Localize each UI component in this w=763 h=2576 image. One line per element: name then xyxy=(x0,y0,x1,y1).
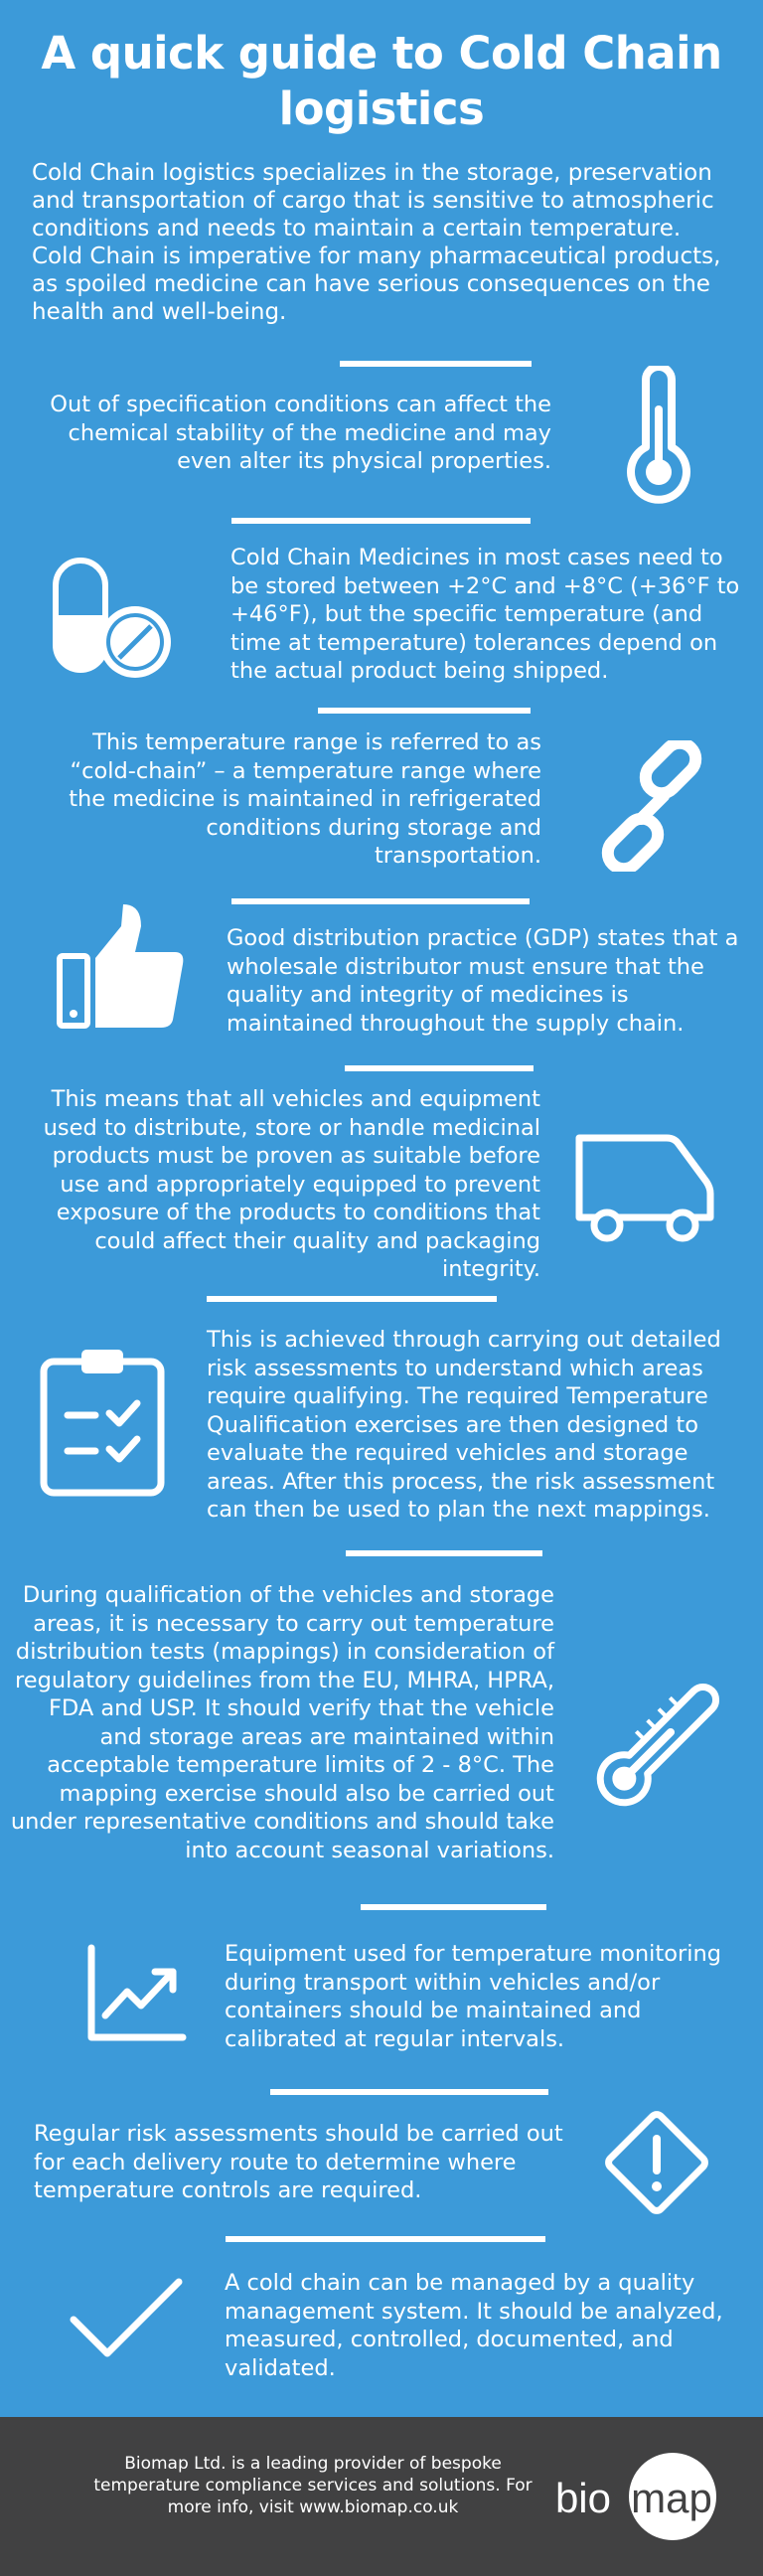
section-divider xyxy=(270,2089,548,2095)
warning-diamond-icon xyxy=(593,2099,720,2226)
section-text: A cold chain can be managed by a quality management system. It should be analyzed, measured, controlled, documented, and validated. xyxy=(225,2270,723,2381)
section-divider xyxy=(345,1065,534,1071)
line-chart-icon xyxy=(83,1942,187,2045)
footer-text: Biomap Ltd. is a leading provider of bespoke temperature compliance services and solutions. For more info, visit www.biomap.co.uk xyxy=(93,2454,533,2517)
section-divider xyxy=(346,1550,542,1556)
thermometer-icon xyxy=(618,366,699,507)
chain-link-icon xyxy=(586,740,717,872)
section-divider xyxy=(361,1904,546,1910)
thumbs-up-icon xyxy=(52,896,191,1036)
section-text: This is achieved through carrying out detailed risk assessments to understand which areas require qualifying. The required Temperature Qualification exercises are then designed to evaluate the required vehicles and storage areas. After this process, the risk assessment can then be used to plan the next mappings. xyxy=(207,1327,721,1523)
section-text: Equipment used for temperature monitoring during transport within vehicles and/or containers should be maintained and calibrated at regular intervals. xyxy=(225,1941,722,2052)
section-text: During qualification of the vehicles and storage areas, it is necessary to carry out temperature distribution tests (mappings) in consideration of regulatory guidelines from the EU, MHRA, HPRA, FDA and USP. It should verify that the vehicle and storage areas are maintained within acceptable temperature limits of 2 - 8°C. The mapping exercise should also be carried out under representative conditions and should take into account seasonal variations. xyxy=(10,1582,554,1863)
tilted-thermometer-icon xyxy=(586,1670,731,1819)
page-title: A quick guide to Cold Chain logistics xyxy=(41,27,722,135)
section-divider xyxy=(231,898,530,904)
section-divider xyxy=(226,2236,545,2242)
svg-text:map: map xyxy=(631,2475,712,2521)
section-divider xyxy=(231,518,531,524)
pills-icon xyxy=(48,553,177,682)
section-divider xyxy=(207,1296,497,1302)
section-text: This temperature range is referred to as “cold-chain” – a temperature range where the medicine is maintained in refrigerated conditions during storage and transportation. xyxy=(69,729,541,869)
section-text: Cold Chain Medicines in most cases need to be stored between +2°C and +8°C (+36°F to +46°F), but the specific temperature (and time at temperature) tolerances depend on the actual product being shipped. xyxy=(230,545,740,684)
section-divider xyxy=(318,708,531,714)
van-icon xyxy=(571,1130,718,1243)
svg-text:bio: bio xyxy=(554,2475,611,2521)
checkmark-icon xyxy=(64,2274,189,2363)
footer xyxy=(0,2417,763,2576)
section-text: Good distribution practice (GDP) states that a wholesale distributor must ensure that the quality and integrity of medicines is maintained throughout the supply chain. xyxy=(227,925,739,1037)
section-text: Regular risk assessments should be carried out for each delivery route to determine where temperature controls are required. xyxy=(34,2121,563,2203)
section-divider xyxy=(340,361,532,367)
section-text: This means that all vehicles and equipment used to distribute, store or handle medicinal products must be proven as suitable before use and appropriately equipped to prevent exposure of the products to conditions that could affect their quality and packaging integrity. xyxy=(43,1086,540,1282)
section-text: Out of specification conditions can affect the chemical stability of the medicine and may even alter its physical properties. xyxy=(50,392,551,474)
clipboard-checklist-icon xyxy=(38,1346,173,1501)
intro-paragraph: Cold Chain logistics specializes in the storage, preservation and transportation of cargo that is sensitive to atmospheric conditions and needs to maintain a certain temperature. Cold Chain is imperative for many pharmaceutical products, as spoiled medicine can have serious consequences on the health and well-being. xyxy=(32,160,721,325)
biomap-logo xyxy=(551,2453,720,2542)
